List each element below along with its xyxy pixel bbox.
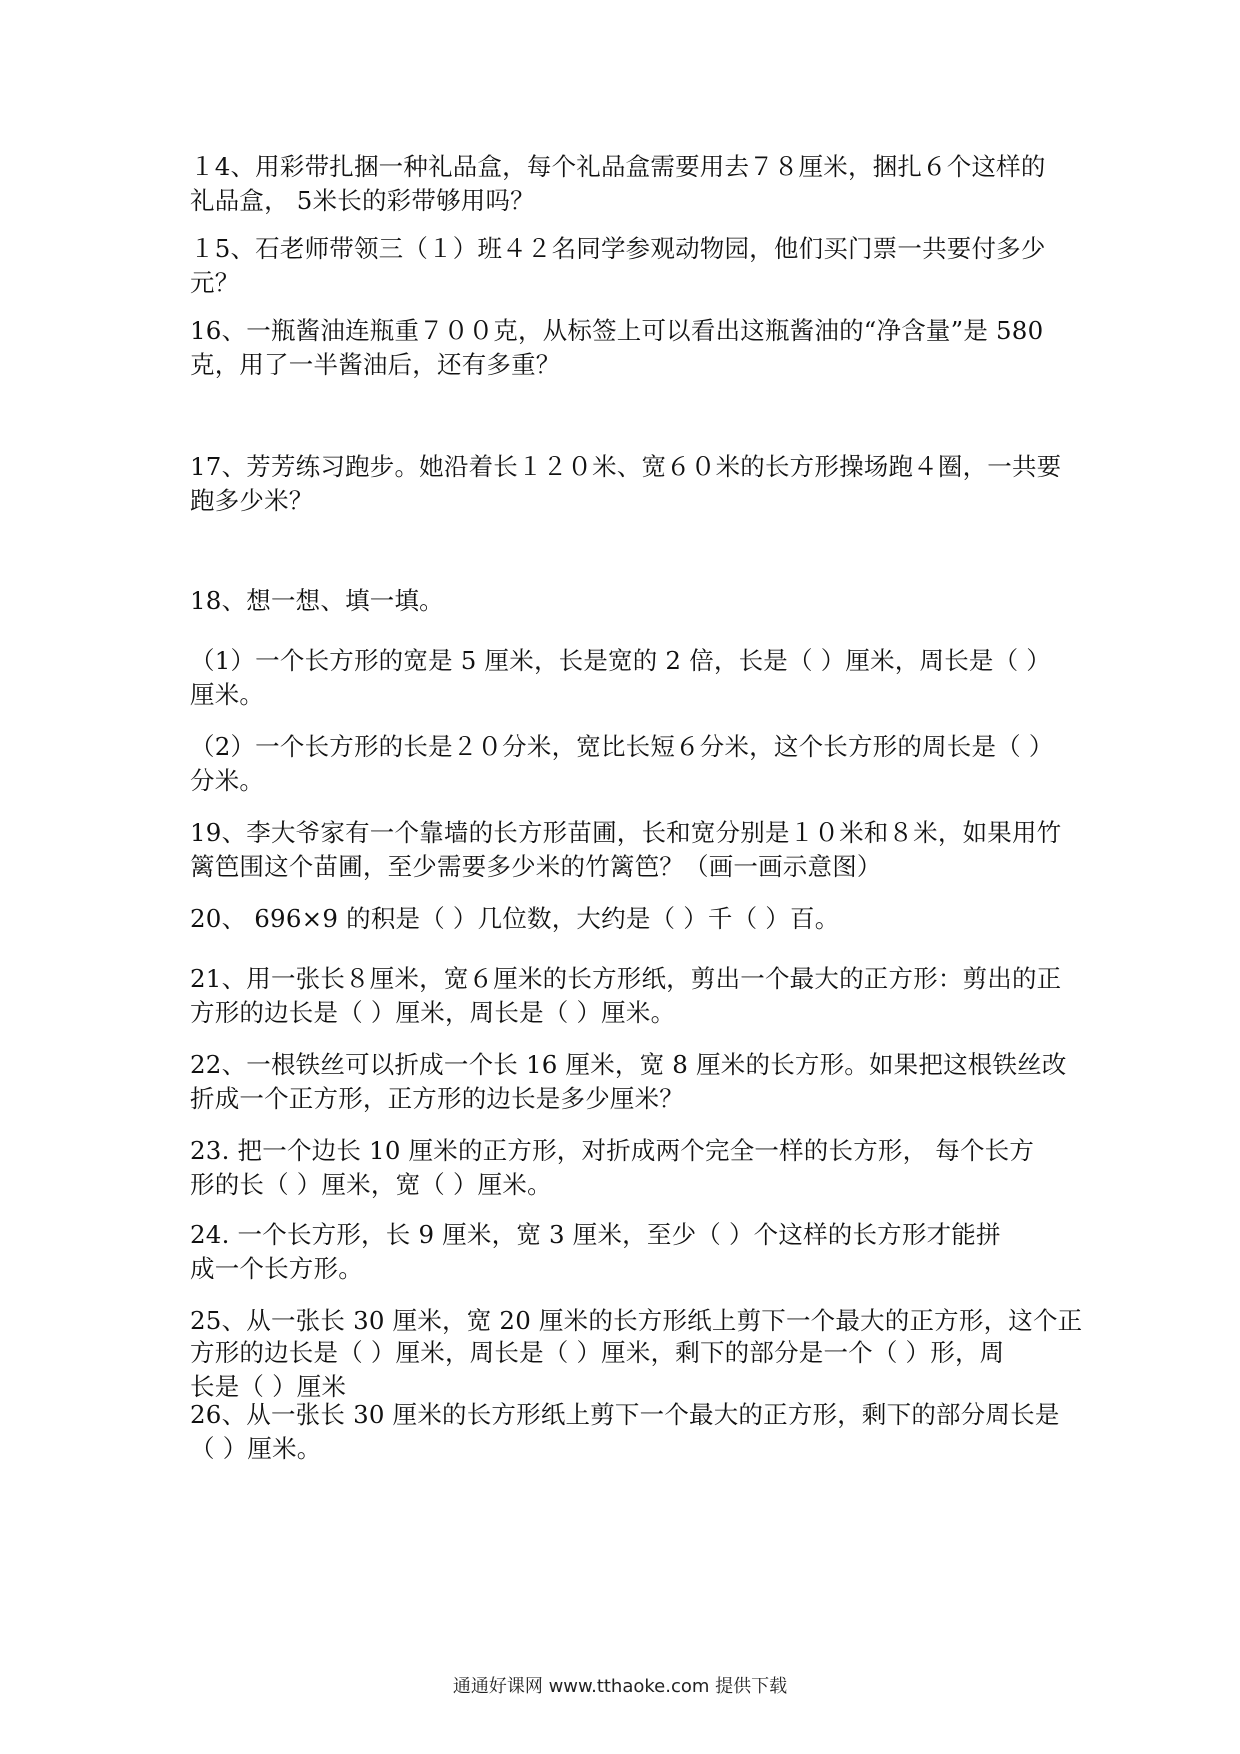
question-text-line: １4、用彩带扎捆一种礼品盒，每个礼品盒需要用去７８厘米，捆扎６个这样的 (190, 152, 1046, 181)
question-text-line: 元？ (190, 268, 240, 297)
question-text-line: 篱笆围这个苗圃，至少需要多少米的竹篱笆？（画一画示意图） (190, 852, 882, 881)
question-text-line: 18、想一想、填一填。 (190, 586, 444, 615)
question-text-line: 21、用一张长８厘米，宽６厘米的长方形纸，剪出一个最大的正方形：剪出的正 (190, 964, 1062, 993)
question-text-line: 折成一个正方形，正方形的边长是多少厘米？ (190, 1084, 684, 1113)
question-text-line: （1）一个长方形的宽是 5 厘米，长是宽的 2 倍，长是（ ）厘米，周长是（ ） (190, 646, 1051, 675)
question-text-line: 厘米。 (190, 680, 265, 709)
footer-credit: 通通好课网 www.tthaoke.com 提供下载 (452, 1676, 788, 1697)
question-text-line: 22、一根铁丝可以折成一个长 16 厘米，宽 8 厘米的长方形。如果把这根铁丝改 (190, 1050, 1067, 1079)
question-text-line: 方形的边长是（ ）厘米，周长是（ ）厘米。 (190, 998, 676, 1027)
question-text-line: 礼品盒， 5米长的彩带够用吗？ (190, 186, 535, 215)
question-text-line: 19、李大爷家有一个靠墙的长方形苗圃，长和宽分别是１０米和８米，如果用竹 (190, 818, 1062, 847)
question-text-line: 23. 把一个边长 10 厘米的正方形，对折成两个完全一样的长方形， 每个长方 (190, 1136, 1035, 1165)
question-text-line: 16、一瓶酱油连瓶重７００克，从标签上可以看出这瓶酱油的“净含量”是 580 (190, 316, 1044, 345)
question-text-line: 方形的边长是（ ）厘米，周长是（ ）厘米，剩下的部分是一个（ ）形，周 (190, 1338, 1005, 1367)
question-text-line: 25、从一张长 30 厘米，宽 20 厘米的长方形纸上剪下一个最大的正方形，这个正 (190, 1306, 1083, 1335)
question-text-line: 长是（ ）厘米 (190, 1372, 347, 1401)
question-text-line: 跑多少米？ (190, 486, 314, 515)
question-text-line: 20、 696×9 的积是（ ）几位数，大约是（ ）千（ ）百。 (190, 904, 840, 933)
question-text-line: １5、石老师带领三（１）班４２名同学参观动物园，他们买门票一共要付多少 (190, 234, 1046, 263)
question-text-line: 分米。 (190, 766, 265, 795)
question-text-line: 24. 一个长方形，长 9 厘米，宽 3 厘米，至少（ ）个这样的长方形才能拼 (190, 1220, 1001, 1249)
question-text-line: （ ）厘米。 (190, 1434, 322, 1463)
question-text-line: 17、芳芳练习跑步。她沿着长１２０米、宽６０米的长方形操场跑４圈，一共要 (190, 452, 1062, 481)
question-text-line: 成一个长方形。 (190, 1254, 363, 1283)
question-text-line: （2）一个长方形的长是２０分米，宽比长短６分米，这个长方形的周长是（ ） (190, 732, 1054, 761)
question-text-line: 克，用了一半酱油后，还有多重？ (190, 350, 561, 379)
question-text-line: 26、从一张长 30 厘米的长方形纸上剪下一个最大的正方形，剩下的部分周长是 (190, 1400, 1060, 1429)
question-text-line: 形的长（ ）厘米，宽（ ）厘米。 (190, 1170, 552, 1199)
